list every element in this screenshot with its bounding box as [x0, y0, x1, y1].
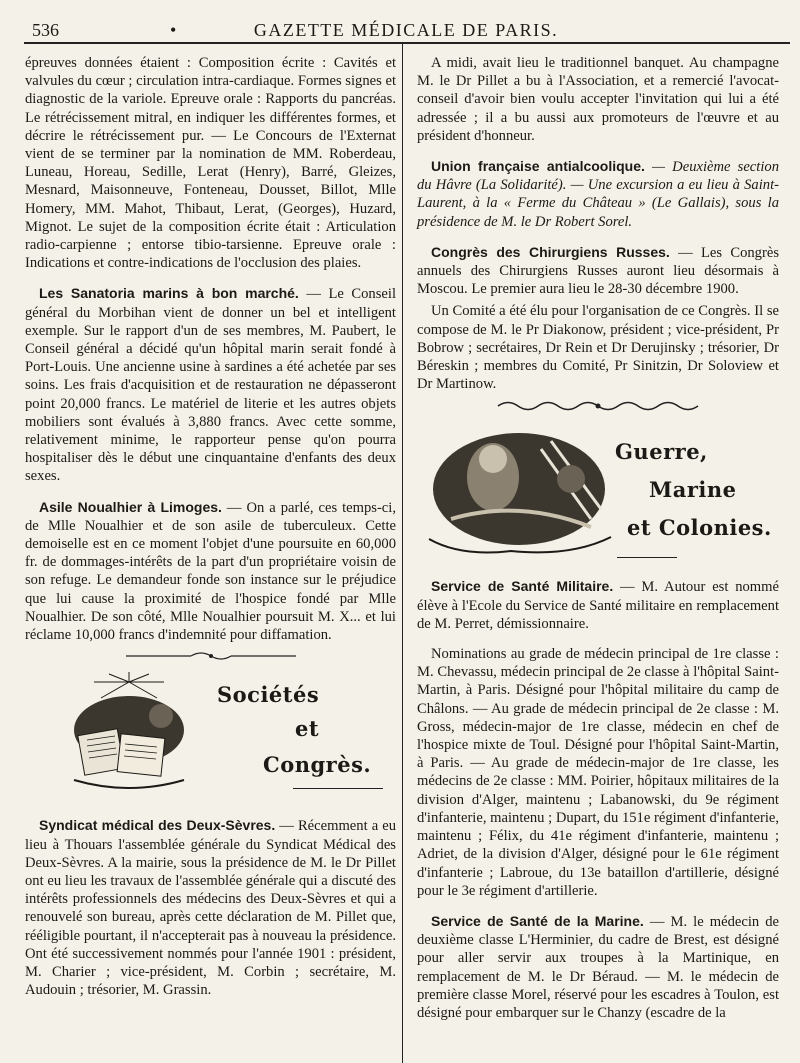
externat-paragraph: épreuves données étaient : Composition écrite : Cavités et valvules du cœur ; circulation intra-cardiaque. Formes signes et diagnostic de la variole. Epreuve orale : Rapports du pancréas. Le rétrécissement mitral, en indiquer les différentes formes, et décrire le rétrécissement pur. — Le Concours de l'Externat vient de se terminer par la nomination de MM. Roberdeau, Luneau, Horeau, Sedille, Lerat (Henry), Barré, Gleizes, Mesnard, Maisonneuve, Fonteneau, Dousset, Billot, Mlle Homery, MM. Mahot, Thibaut, Lerat, (Georges), Huzard, Mignot. Le sujet de la composition écrite était : Articulation radio-carpienne ; entorse tibio-tarsienne. Epreuve orale : Indications et contre-indications de l'occlusion des plaies.: [25, 55, 396, 272]
marine-heading: Service de Santé de la Marine.: [431, 912, 644, 929]
guerre-title-line2: Marine: [649, 477, 737, 503]
sanatoria-article: [25, 284, 396, 485]
sanatoria-text: — Le Conseil général du Morbihan vient de donner un bel et intelligent exemple. Sur le rapport d'un de ses membres, M. Paubert, le Conseil général a décidé qu'un hôpital marin serait fondé à Port-Louis. Une ancienne usine à sardines a été achetée par ses soins. Les frais d'acquisition et de restauration ne dépasseront point 20,000 francs. Le matériel de literie et les autres objets mobiliers sont évalués à 3,880 francs. Avec cette somme, relativement minime, le rapporteur pense qu'on pourra hospitaliser dès le début une cinquantaine d'enfants des deux sexes.: [25, 286, 396, 485]
congres-committee: Un Comité a été élu pour l'organisation de ce Congrès. Il se compose de M. le Pr Diakonow, président ; vice-président, Pr Bobrow ; secrétaires, Dr Rein et Dr Derujinsky ; trésorier, Dr Béreskin ; membres du Comité, Pr Sinitzin, Dr Soloview et Dr Martinow.: [417, 303, 779, 393]
guerre-title-rule: [617, 557, 677, 558]
service-sante-heading: Service de Santé Militaire.: [431, 578, 614, 595]
service-sante-article: [417, 577, 779, 633]
syndicat-text: — Récemment a eu lieu à Thouars l'assemblée générale du Syndicat Médical des Deux-Sèvres. A la mairie, sous la présidence de M. le Dr Pillet ont eu lieu les travaux de l'assemblée générale qui a discuté des intérêts professionnels des médecins des Deux-Sèvres et qui a renouvelé son bureau, après cette déclaration de M. Pillet que, rééligible pourtant, il n'accepterait pas à nouveau la présidence. Ont été successivement nommés pour l'année 1901 : président, M. Charier ; vice-président, M. Corbin ; secrétaire, M. Audouin ; trésorier, M. Grassin.: [25, 818, 397, 999]
congres-text: — Les Congrès annuels des Chirurgiens Russes auront lieu désormais à Moscou. Le premier aura lieu le 28-30 décembre 1900.: [417, 244, 779, 298]
guerre-engraving: [421, 419, 617, 559]
page-header: [20, 14, 792, 44]
marine-article: [417, 912, 779, 1022]
nominations-paragraph: Nominations au grade de médecin principal de 1re classe : M. Chevassu, médecin principal de 2e classe à l'hôpital Saint-Martin, à Paris. Désigné pour l'hôpital militaire du camp de Châlons. — Au grade de médecin principal de 2e classe : M. Gross, médecin-major de 1re classe, médecin en chef de l'hospice mixte de Toul. Désigné pour l'hôpital Saint-Martin, à Paris. — Au grade de médecin-major de 1re classe, les médecins de 2e classe : MM. Poirier, hôpitaux militaires de la division d'Alger, maintenu ; Labanowski, du 9e régiment d'infanterie, maintenu ; Dupart, du 151e régiment d'infanterie, maintenu ; Félix, du 41e régiment d'infanterie, maintenu ; Adriet, de la division d'Alger, désigné pour le 61e régiment d'infanterie ; Labroue, du 13e bataillon d'artillerie, désigné pour le 3e régiment d'artillerie.: [417, 646, 779, 899]
guerre-title-line1: Guerre,: [615, 439, 708, 465]
asile-article: [25, 498, 396, 645]
journal-title: GAZETTE MÉDICALE DE PARIS.: [253, 20, 559, 40]
sanatoria-heading: Les Sanatoria marins à bon marché.: [39, 285, 299, 302]
page-number: 536: [32, 20, 59, 40]
union-text: — Deuxième section du Hâvre (La Solidarité). — Une excursion a eu lieu à Saint-Laurent, à la « Ferme du Château » (Le Gallais), sous la présidence de M. le Dr Robert Sorel.: [417, 159, 779, 230]
congres-heading: Congrès des Chirurgiens Russes.: [431, 243, 670, 260]
left-column: [25, 54, 396, 1003]
asile-heading: Asile Noualhier à Limoges.: [39, 498, 222, 515]
congres-article: [417, 243, 779, 299]
union-heading: Union française antialcoolique.: [431, 158, 645, 175]
societes-title-line2: et: [295, 716, 320, 742]
fleuron-ornament: [121, 650, 301, 662]
header-rule: [24, 42, 790, 44]
asile-text: — On a parlé, ces temps-ci, de Mlle Noualhier et de son asile de tuberculeux. Cette demoiselle est en ce moment l'objet d'une poursuite en 60,000 fr. de dommages-intérêts de la part d'un propriétaire voisin de son refuge. Le demandeur fonde son instance sur le préjudice que lui cause la proximité de l'hospice fondé par Mlle Noualhier. De son côté, Mlle Noualhier poursuit M. X... et lui réclame 10,000 francs d'indemnité pour diffamation.: [25, 499, 396, 644]
guerre-title-line3: et Colonies.: [627, 515, 772, 541]
union-article: [417, 157, 779, 231]
syndicat-heading: Syndicat médical des Deux-Sèvres.: [39, 817, 276, 834]
marine-text: — M. le médecin de deuxième classe L'Herminier, du cadre de Brest, est désigné pour aller servir aux troupes à la Martinique, en remplacement de M. le Dr Béraud. — M. le médecin de première classe Morel, réservé pour les escadres à Toulon, est désigné pour embarquer sur le Chanzy (escadre de la: [417, 913, 779, 1021]
societes-title-line1: Sociétés: [217, 682, 320, 708]
right-column: [417, 54, 779, 1026]
banquet-paragraph: A midi, avait lieu le traditionnel banquet. Au champagne M. le Dr Pillet a bu à l'Association, et a remercié l'avocat-conseil d'avoir bien voulu accepter l'invitation qui lui a été adressée ; il a bu aussi aux promoteurs de l'œuvre et au président d'honneur.: [417, 55, 779, 144]
header-bullet: •: [170, 20, 177, 40]
societes-title-line3: Congrès.: [263, 752, 372, 778]
societes-title-rule: [293, 788, 383, 789]
societes-engraving: [69, 670, 189, 798]
societes-section-title: [25, 668, 396, 808]
guerre-section-title: [417, 419, 779, 569]
column-divider: [402, 44, 403, 1063]
syndicat-article: [25, 816, 396, 999]
service-sante-text: — M. Autour est nommé élève à l'Ecole du Service de Santé militaire en remplacement de M. Perret, démissionnaire.: [417, 579, 779, 632]
wavy-ornament: [488, 399, 708, 413]
